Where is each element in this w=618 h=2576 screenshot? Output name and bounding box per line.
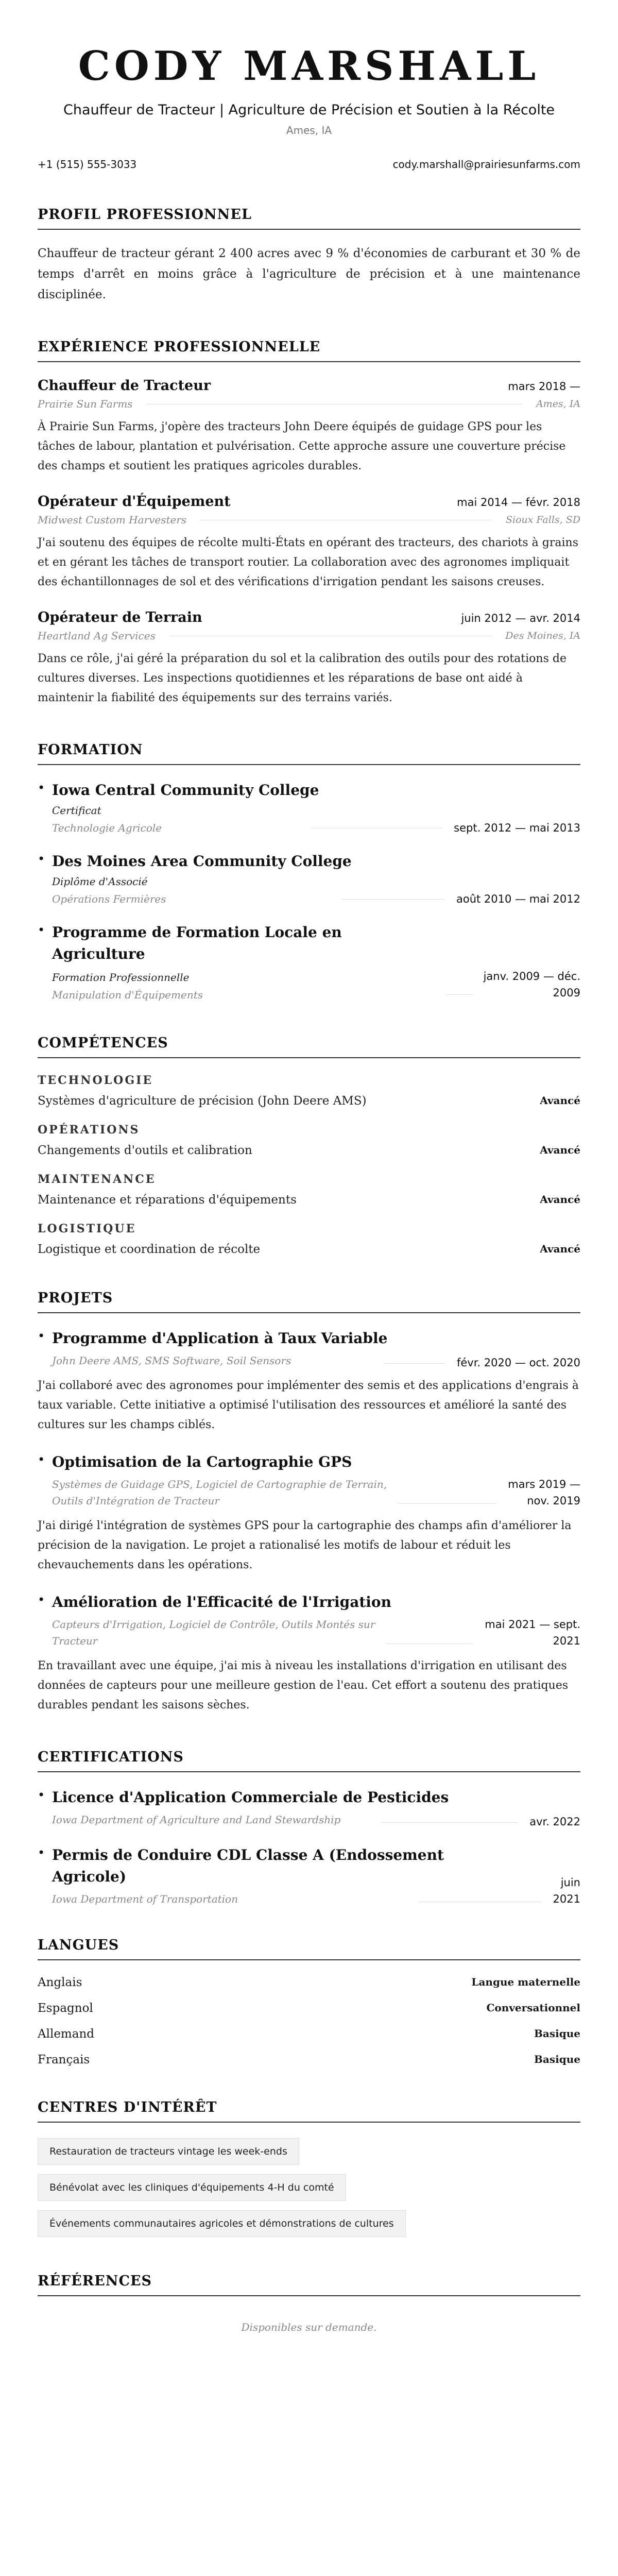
education-dates: sept. 2012 — mai 2013: [454, 822, 580, 834]
project-title: Optimisation de la Cartographie GPS: [52, 1453, 352, 1470]
project-technologies: [52, 1616, 375, 1649]
projects-section: [38, 1290, 580, 1715]
job-title: Opérateur d'Équipement: [38, 494, 231, 510]
divider: [341, 899, 445, 900]
education-dates: [484, 968, 580, 1001]
language-level: Basique: [534, 2053, 580, 2065]
skill-name: Logistique et coordination de récolte: [38, 1243, 261, 1256]
language-item: [38, 2002, 580, 2015]
skill-category-title: LOGISTIQUE: [38, 1222, 136, 1235]
skill-name: Maintenance et réparations d'équipements: [38, 1193, 297, 1207]
job-dates: mars 2018 —: [508, 380, 580, 393]
certifications-section: [38, 1749, 580, 1907]
date-line: juin: [560, 1876, 580, 1889]
skill-category-title: MAINTENANCE: [38, 1173, 156, 1186]
certification-title: Permis de Conduire CDL Classe A (Endossement Agricole): [52, 1846, 444, 1885]
project-description: J'ai dirigé l'intégration de systèmes GPS pour la cartographie des champs afin d'améliorer la précision de la navigation. Le projet a rationalisé les motifs de labour et réduit les chevauchements dans les opérations.: [38, 1519, 572, 1571]
interests-section: [38, 2099, 580, 2237]
job-entry: [38, 378, 580, 476]
dates-line: 2009: [553, 987, 580, 999]
job-description: J'ai soutenu des équipes de récolte multi-États en opérant des tracteurs, des chariots à grains et en gérant les tâches de transport routier. La collaboration avec des agronomes impliquait des échantillonnages de sol et des vérifications d'irrigation pendant les saisons creuses.: [38, 536, 578, 588]
location: Ames, IA: [286, 124, 332, 137]
contact-row: [38, 158, 580, 171]
job-dates: juin 2012 — avr. 2014: [461, 612, 580, 624]
section-title: EXPÉRIENCE PROFESSIONNELLE: [38, 339, 580, 362]
company-name: Heartland Ag Services: [38, 630, 156, 642]
project-entry: [38, 1591, 580, 1649]
job-city: Des Moines, IA: [505, 630, 580, 641]
education-entry: [38, 779, 580, 834]
headline: Chauffeur de Tracteur | Agriculture de Précision et Soutien à la Récolte: [63, 102, 555, 118]
language-item: [38, 2027, 580, 2041]
bullet-icon: •: [38, 781, 45, 795]
project-dates: févr. 2020 — oct. 2020: [456, 1357, 580, 1369]
phone[interactable]: +1 (515) 555-3033: [38, 158, 137, 171]
bullet-icon: •: [38, 923, 45, 937]
dates-line: nov. 2019: [527, 1495, 580, 1507]
divider: [382, 1822, 518, 1823]
skill-level: Avancé: [540, 1144, 580, 1156]
bullet-icon: •: [38, 1788, 45, 1802]
skills-section: [38, 1035, 580, 1256]
degree: Formation Professionnelle: [52, 971, 190, 984]
field-of-study: Technologie Agricole: [52, 822, 162, 834]
languages-section: [38, 1937, 580, 2066]
experience-section: [38, 339, 580, 708]
divider: [384, 1363, 445, 1364]
divider: [386, 1643, 473, 1644]
job-city: Ames, IA: [536, 398, 580, 410]
project-dates: [485, 1616, 580, 1649]
language-level: Conversationnel: [486, 2002, 580, 2014]
tech-line: Outils d'Intégration de Tracteur: [52, 1495, 220, 1507]
degree: Certificat: [52, 804, 101, 817]
school-name: Programme de Formation Locale en Agriculture: [52, 924, 342, 962]
language-item: [38, 1976, 580, 1989]
section-title: COMPÉTENCES: [38, 1035, 580, 1058]
language-name: Espagnol: [38, 2002, 93, 2015]
project-entry: [38, 1328, 580, 1369]
certification-entry: [38, 1844, 580, 1907]
project-title: Programme d'Application à Taux Variable: [52, 1330, 388, 1347]
section-title: PROJETS: [38, 1290, 580, 1313]
company-name: Prairie Sun Farms: [38, 398, 133, 410]
job-dates: mai 2014 — févr. 2018: [457, 496, 580, 509]
company-name: Midwest Custom Harvesters: [38, 514, 187, 526]
section-title: PROFIL PROFESSIONNEL: [38, 207, 580, 230]
dates-line: janv. 2009 — déc.: [483, 970, 580, 982]
date-line: 2021: [553, 1893, 580, 1905]
section-title: CERTIFICATIONS: [38, 1749, 580, 1772]
certification-issuer: Iowa Department of Agriculture and Land Stewardship: [52, 1814, 341, 1826]
field-of-study: Manipulation d'Équipements: [52, 989, 203, 1001]
job-entry: [38, 609, 580, 708]
bullet-icon: •: [38, 852, 45, 866]
job-entry: [38, 494, 580, 592]
education-entry: [38, 851, 580, 905]
interest-tag: Événements communautaires agricoles et démonstrations de cultures: [38, 2210, 406, 2237]
language-level: Basique: [534, 2027, 580, 2040]
email[interactable]: cody.marshall@prairiesunfarms.com: [392, 158, 580, 171]
dates-line: mai 2021 — sept.: [485, 1618, 580, 1631]
project-dates: [508, 1476, 580, 1509]
job-city: Sioux Falls, SD: [506, 514, 580, 526]
degree: Diplôme d'Associé: [52, 875, 148, 888]
language-name: Allemand: [38, 2027, 94, 2041]
dates-line: mars 2019 —: [508, 1478, 580, 1490]
references-note: Disponibles sur demande.: [241, 2321, 377, 2333]
tech-line: Tracteur: [52, 1635, 98, 1647]
school-name: Iowa Central Community College: [52, 782, 319, 799]
project-technologies: [52, 1476, 387, 1509]
interest-tag: Bénévolat avec les cliniques d'équipements 4-H du comté: [38, 2174, 346, 2201]
certification-date: [553, 1874, 580, 1907]
references-section: [38, 2273, 580, 2333]
project-entry: [38, 1451, 580, 1509]
job-description: Dans ce rôle, j'ai géré la préparation du sol et la calibration des outils pour des rotations de cultures diverses. Les inspections quotidiennes et les réparations de base ont aidé à maintenir la fiabilité des équipements sur des terrains variés.: [38, 652, 566, 704]
education-entry: [38, 922, 580, 1001]
section-title: FORMATION: [38, 742, 580, 765]
field-of-study: Opérations Fermières: [52, 893, 166, 905]
project-technologies: John Deere AMS, SMS Software, Soil Sensors: [52, 1354, 291, 1367]
divider: [447, 994, 472, 995]
skill-category: [38, 1123, 580, 1157]
tech-line: Capteurs d'Irrigation, Logiciel de Contrôle, Outils Montés sur: [52, 1618, 375, 1631]
education-section: [38, 742, 580, 1001]
project-description: En travaillant avec une équipe, j'ai mis à niveau les installations d'irrigation en utilisant des données de capteurs pour une meilleure gestion de l'eau. Cet effort a soutenu des pratiques durables pendant les saisons sèches.: [38, 1659, 569, 1711]
language-name: Anglais: [38, 1976, 82, 1989]
candidate-name: CODY MARSHALL: [78, 43, 540, 90]
skill-name: Systèmes d'agriculture de précision (John Deere AMS): [38, 1094, 367, 1108]
section-title: CENTRES D'INTÉRÊT: [38, 2099, 580, 2123]
skill-category-title: OPÉRATIONS: [38, 1123, 140, 1137]
certification-entry: [38, 1787, 580, 1828]
section-title: RÉFÉRENCES: [38, 2273, 580, 2296]
job-title: Opérateur de Terrain: [38, 609, 202, 625]
language-list: [38, 1976, 580, 2066]
skill-level: Avancé: [540, 1094, 580, 1107]
skill-category: [38, 1173, 580, 1207]
profile-summary: Chauffeur de tracteur gérant 2 400 acres avec 9 % d'économies de carburant et 30 % de temps d'arrêt en moins grâce à l'agriculture de précision et à une maintenance disciplinée.: [38, 247, 580, 301]
interest-tag: Restauration de tracteurs vintage les week-ends: [38, 2138, 299, 2165]
skill-level: Avancé: [540, 1243, 580, 1255]
resume-header: [38, 43, 580, 171]
certification-issuer: Iowa Department of Transportation: [52, 1893, 238, 1905]
tech-line: Systèmes de Guidage GPS, Logiciel de Cartographie de Terrain,: [52, 1478, 387, 1490]
language-name: Français: [38, 2053, 90, 2066]
interest-tags: [38, 2129, 580, 2237]
skill-category: [38, 1074, 580, 1108]
skill-category: [38, 1222, 580, 1256]
job-description: À Prairie Sun Farms, j'opère des tracteurs John Deere équipés de guidage GPS pour les tâches de labour, plantation et pulvérisation. Cette approche assure une couverture précise des champs et soutient les pratiques agricoles durables.: [38, 420, 566, 472]
dates-line: 2021: [553, 1635, 580, 1647]
section-title: LANGUES: [38, 1937, 580, 1960]
divider: [398, 1503, 496, 1504]
bullet-icon: •: [38, 1452, 45, 1467]
bullet-icon: •: [38, 1592, 45, 1607]
project-description: J'ai collaboré avec des agronomes pour implémenter des semis et des applications d'engrais à taux variable. Cette initiative a optimisé l'utilisation des ressources et amélioré la santé des cultures sur les champs ciblés.: [38, 1379, 579, 1431]
school-name: Des Moines Area Community College: [52, 853, 352, 870]
skill-name: Changements d'outils et calibration: [38, 1144, 252, 1157]
certification-title: Licence d'Application Commerciale de Pesticides: [52, 1789, 449, 1806]
project-title: Amélioration de l'Efficacité de l'Irrigation: [52, 1594, 391, 1611]
education-dates: août 2010 — mai 2012: [456, 893, 580, 905]
language-level: Langue maternelle: [471, 1976, 580, 1988]
certification-date: avr. 2022: [529, 1816, 580, 1828]
skill-category-title: TECHNOLOGIE: [38, 1074, 153, 1087]
bullet-icon: •: [38, 1329, 45, 1343]
profile-section: [38, 207, 580, 305]
job-title: Chauffeur de Tracteur: [38, 378, 211, 394]
bullet-icon: •: [38, 1845, 45, 1860]
skill-level: Avancé: [540, 1193, 580, 1206]
language-item: [38, 2053, 580, 2066]
